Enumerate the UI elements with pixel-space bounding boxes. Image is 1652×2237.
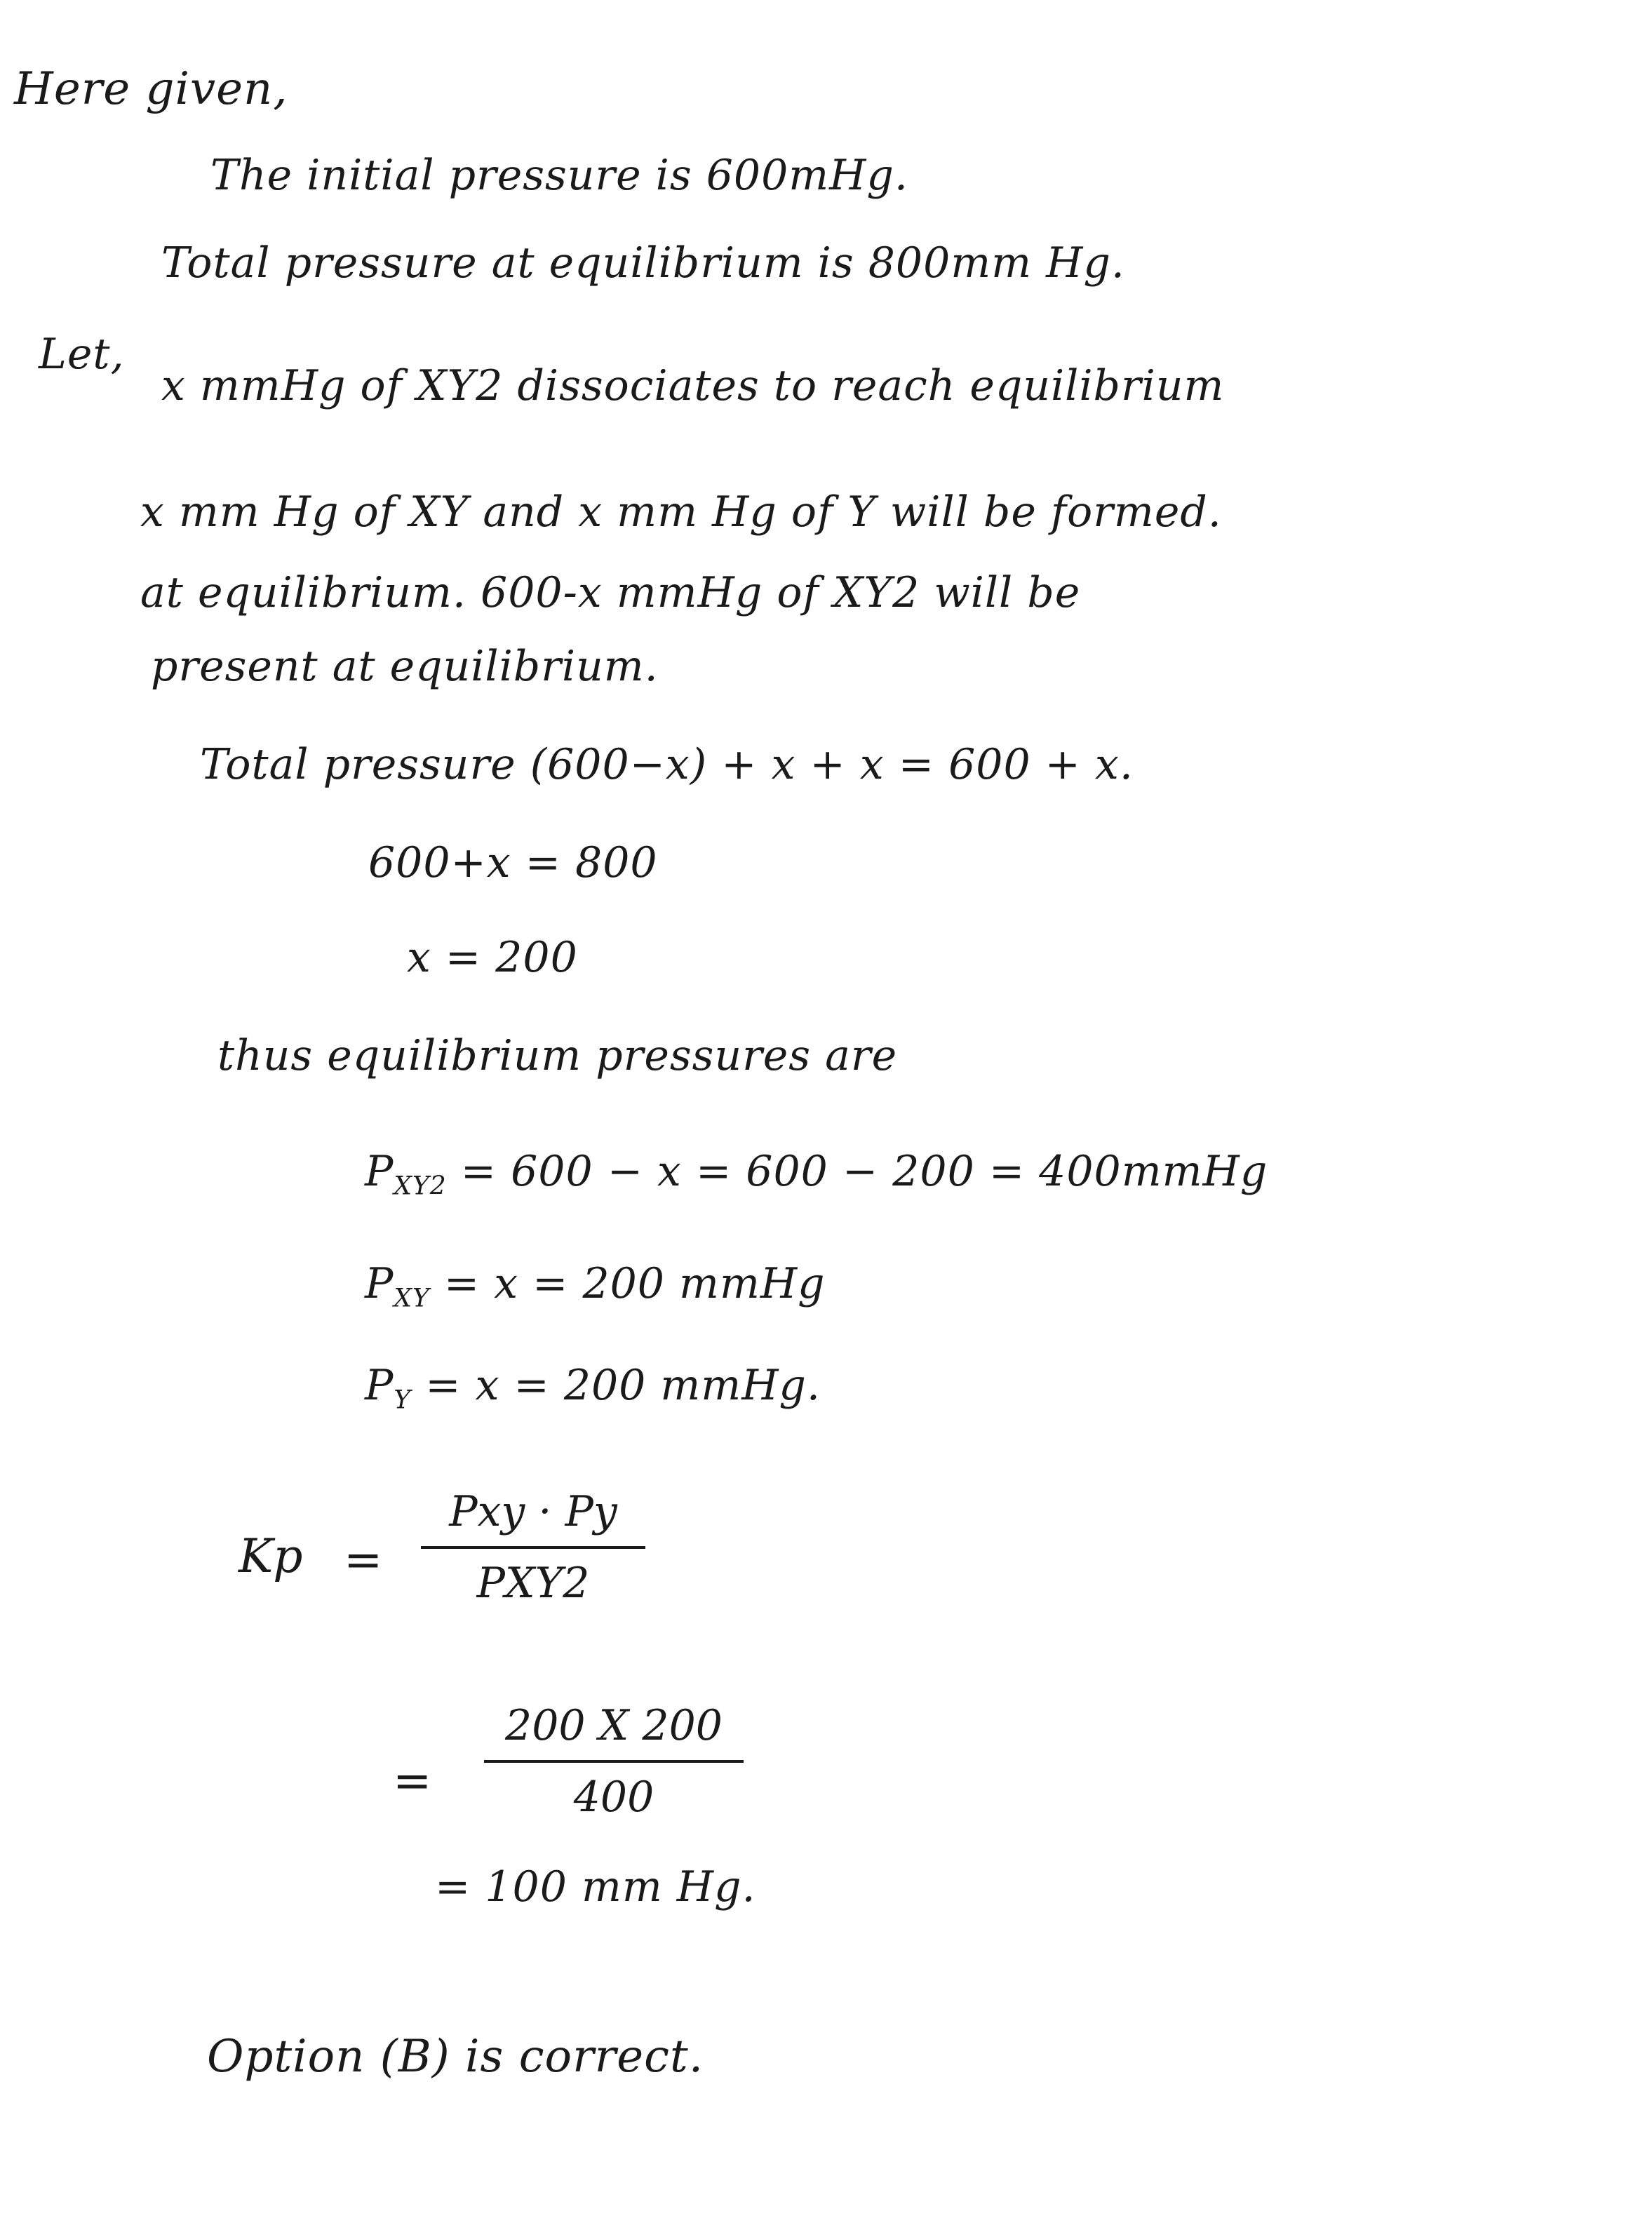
equation-solution: x = 200 <box>407 933 578 982</box>
fraction-bar <box>484 1760 744 1763</box>
pressure-xy-expression: = x = 200 mmHg <box>443 1259 826 1308</box>
pressure-xy2 <box>365 1147 1268 1201</box>
kp-numeric-fraction <box>484 1701 744 1822</box>
kp-formula-fraction <box>421 1487 645 1608</box>
kp-formula-denominator: PXY2 <box>476 1559 590 1608</box>
heading: Here given, <box>14 63 288 115</box>
equation-sum: 600+x = 800 <box>368 838 658 887</box>
kp-numeric-numerator: 200 X 200 <box>505 1701 723 1750</box>
kp-second-equals: = <box>393 1754 432 1808</box>
symbol-p-y: $P_Y$ <box>365 1361 412 1415</box>
kp-numeric-denominator: 400 <box>573 1773 654 1822</box>
assumption-line-2: x mm Hg of XY and x mm Hg of Y will be formed. <box>140 488 1222 537</box>
let-word: Let, <box>39 330 125 379</box>
total-pressure-expression: Total pressure (600−x) + x + x = 600 + x. <box>200 740 1134 789</box>
given-initial-pressure: The initial pressure is 600mHg. <box>210 151 908 200</box>
pressure-xy2-expression: = 600 − x = 600 − 200 = 400mmHg <box>460 1147 1268 1196</box>
given-total-pressure: Total pressure at equilibrium is 800mm Hg. <box>161 239 1125 288</box>
assumption-line-4: present at equilibrium. <box>151 642 659 691</box>
conclusion: Option (B) is correct. <box>207 2031 704 2083</box>
thus-line: thus equilibrium pressures are <box>217 1031 898 1080</box>
fraction-bar <box>421 1546 645 1549</box>
kp-label: Kp <box>239 1529 303 1583</box>
symbol-p-xy: $P_{XY}$ <box>365 1259 430 1313</box>
assumption-line-3: at equilibrium. 600-x mmHg of XY2 will be <box>140 568 1081 617</box>
symbol-p-xy2: $P_{XY2}$ <box>365 1147 447 1201</box>
kp-result: = 100 mm Hg. <box>435 1862 756 1912</box>
kp-formula-numerator: Pxy · Py <box>449 1487 617 1536</box>
pressure-y-expression: = x = 200 mmHg. <box>425 1361 821 1410</box>
pressure-y <box>365 1361 821 1415</box>
pressure-xy <box>365 1259 826 1313</box>
assumption-line-1: x mmHg of XY2 dissociates to reach equilibrium <box>161 361 1225 410</box>
kp-equals: = <box>344 1533 383 1587</box>
